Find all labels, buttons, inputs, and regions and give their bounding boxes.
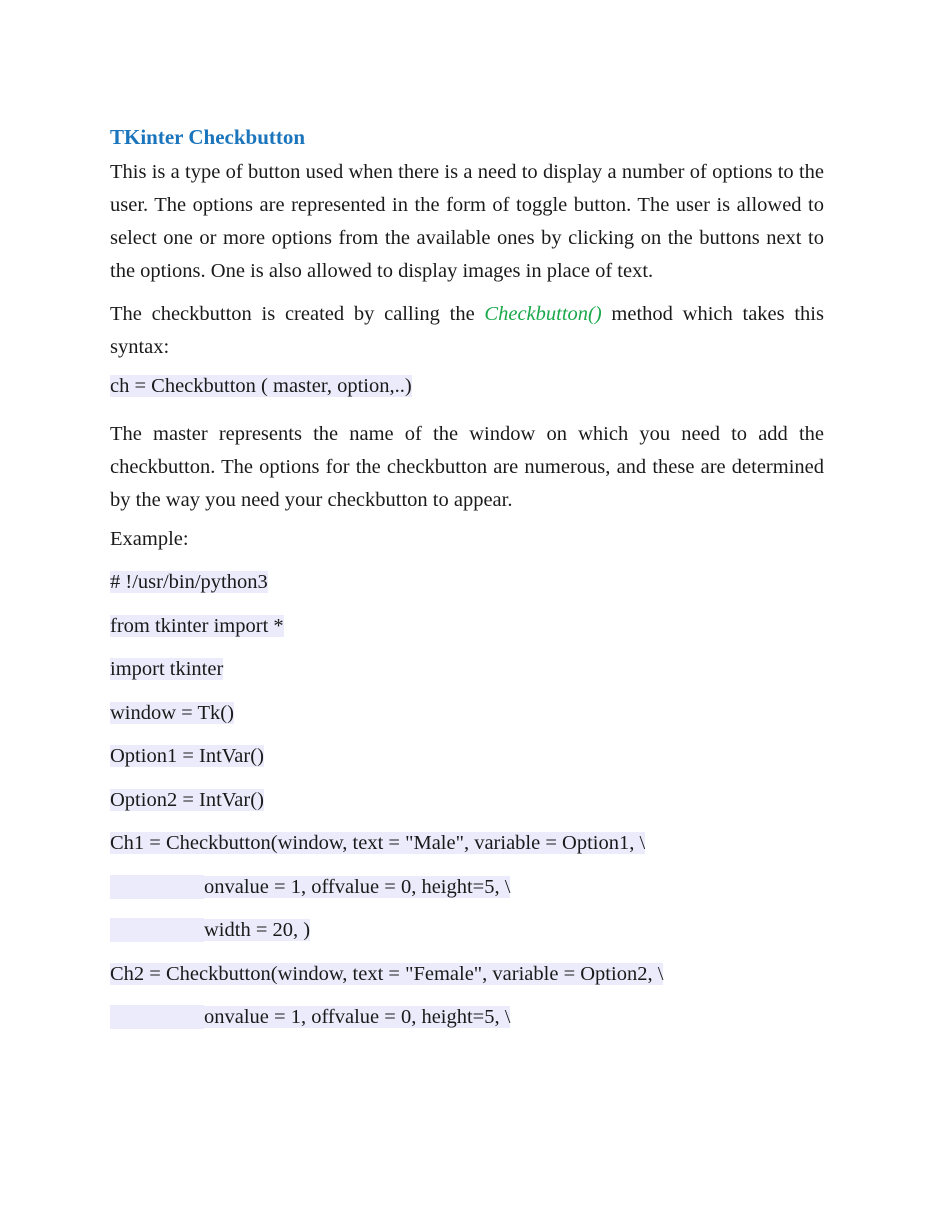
code-line [110,570,824,594]
code-text: Option1 = IntVar() [110,745,264,767]
code-text: width = 20, ) [204,919,311,941]
code-line [110,744,824,768]
code-text: import tkinter [110,658,224,680]
syntax-intro-text: The checkbutton is created by calling the [110,303,485,325]
syntax-code: ch = Checkbutton ( master, option,..) [110,375,412,397]
section-heading: TKinter Checkbutton [110,125,306,149]
code-text: window = Tk() [110,701,234,724]
syntax-intro-text-end: method which takes this syntax: [110,303,824,358]
code-line [110,701,824,725]
code-line [110,657,824,681]
example-label-line [110,527,824,551]
code-indent [110,875,204,899]
code-text: onvalue = 1, offvalue = 0, height=5, \ [204,1006,511,1028]
intro-paragraph: This is a type of button used when there is a need to display a number of options to the user. The options are represented in the form of toggle button. The user is allowed to select one or more options from the available ones by clicking on the buttons next to the options. One is also allowed to display images in place of text. [110,161,824,282]
code-text: Ch1 = Checkbutton(window, text = "Male", variable = Option1, \ [110,832,646,854]
code-line-indented [110,918,824,942]
code-text: Option2 = IntVar() [110,788,264,811]
code-line-indented [110,875,824,899]
code-line [110,962,824,986]
code-text: Ch2 = Checkbutton(window, text = "Female", variable = Option2, \ [110,962,664,985]
code-indent [110,1005,204,1029]
method-name: Checkbutton() [484,303,602,325]
master-paragraph: The master represents the name of the window on which you need to add the checkbutton. The options for the checkbutton are numerous, and these are determined by the way you need your checkbutton to appear. [110,422,824,511]
code-text: onvalue = 1, offvalue = 0, height=5, \ [204,875,511,898]
code-indent [110,918,204,942]
code-line-indented [110,1005,824,1029]
document-page [110,122,824,1049]
code-text: # !/usr/bin/python3 [110,571,268,593]
code-line [110,831,824,855]
code-text: from tkinter import * [110,614,284,637]
code-line [110,614,824,638]
example-label: Example: [110,527,189,550]
syntax-line [110,374,824,398]
syntax-intro-paragraph [110,298,824,364]
code-line [110,788,824,812]
